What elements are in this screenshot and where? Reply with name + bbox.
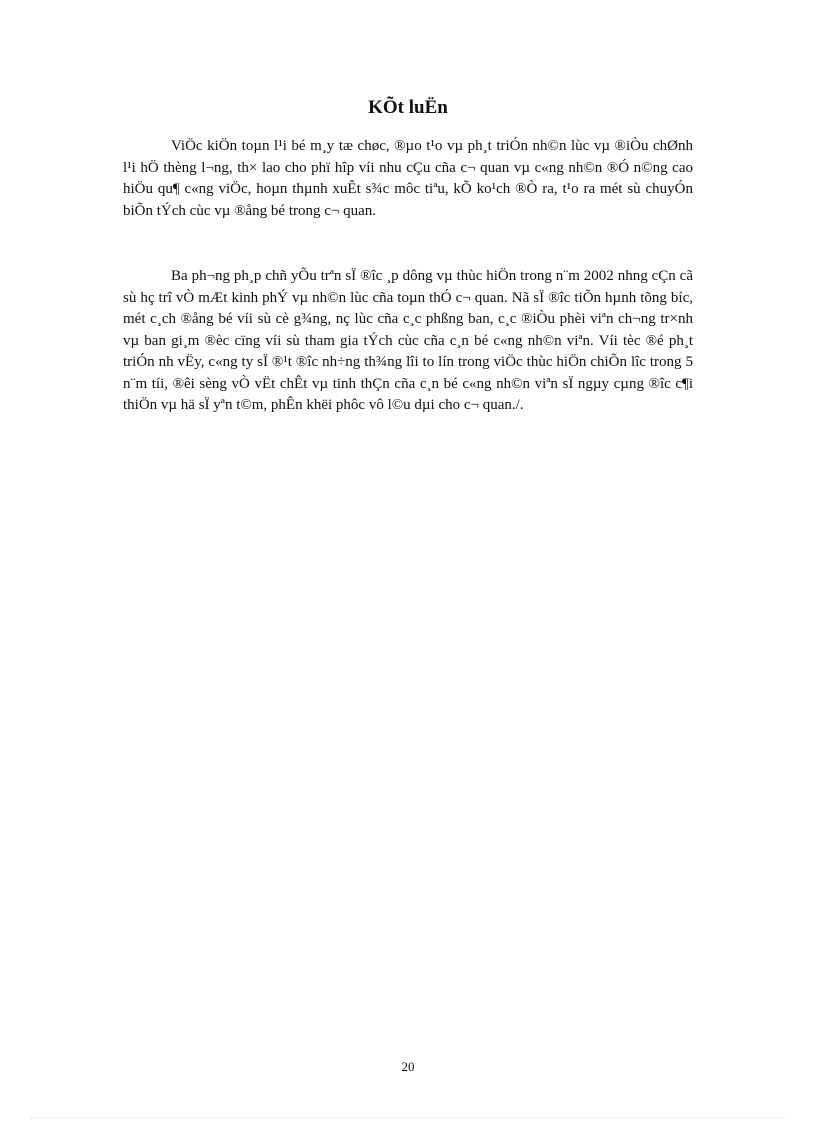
page-number: 20: [401, 1059, 415, 1074]
page-title: KÕt luËn: [368, 97, 448, 118]
page-bottom-divider: [30, 1118, 786, 1119]
paragraph-1: ViÖc kiÖn toµn l¹i bé m¸y tæ chøc, ®µo t¹o vµ ph¸t triÓn nh©n lùc vµ ®iÒu chØnh l¹i hÖ thèng l¬ng, th× lao cho phï hîp víi nhu cÇu cña c¬ quan vµ c«ng nh©n ®Ó n©ng cao hiÖu qu¶ c«ng viÖc, hoµn thµnh xuÊt s¾c môc tiªu, kÕ ko¹ch ®Ò ra, t¹o ra mét sù chuyÓn biÕn tÝch cùc vµ ®ång bé trong c¬ quan.: [123, 138, 693, 219]
paragraph-2: Ba ph¬ng ph¸p chñ yÕu trªn sÏ ®îc ¸p dông vµ thùc hiÖn trong n¨m 2002 nhng cÇn cã sù hç trî vÒ mÆt kinh phÝ vµ nh©n lùc cña toµn thÓ c¬ quan. Nã sÏ ®îc tiÕn hµnh tõng bíc, mét c¸ch ®ång bé víi sù cè g¾ng, nç lùc cña c¸c phßng ban, c¸c ®iÒu phèi viªn ch¬ng tr×nh vµ ban gi¸m ®èc cïng víi sù tham gia tÝch cùc cña c¸n bé c«ng nh©n viªn. Víi tèc ®é ph¸t triÓn nh vËy, c«ng ty sÏ ®¹t ®îc nh÷ng th¾ng lîi to lín trong viÖc thùc hiÖn chiÕn lîc trong 5 n¨m tíi, ®êi sèng vÒ vËt chÊt vµ tinh thÇn cña c¸n bé c«ng nh©n viªn sÏ ngµy cµng ®îc c¶i thiÖn vµ hä sÏ yªn t©m, phÊn khëi phôc vô l©u dµi cho c¬ quan./.: [123, 268, 693, 413]
